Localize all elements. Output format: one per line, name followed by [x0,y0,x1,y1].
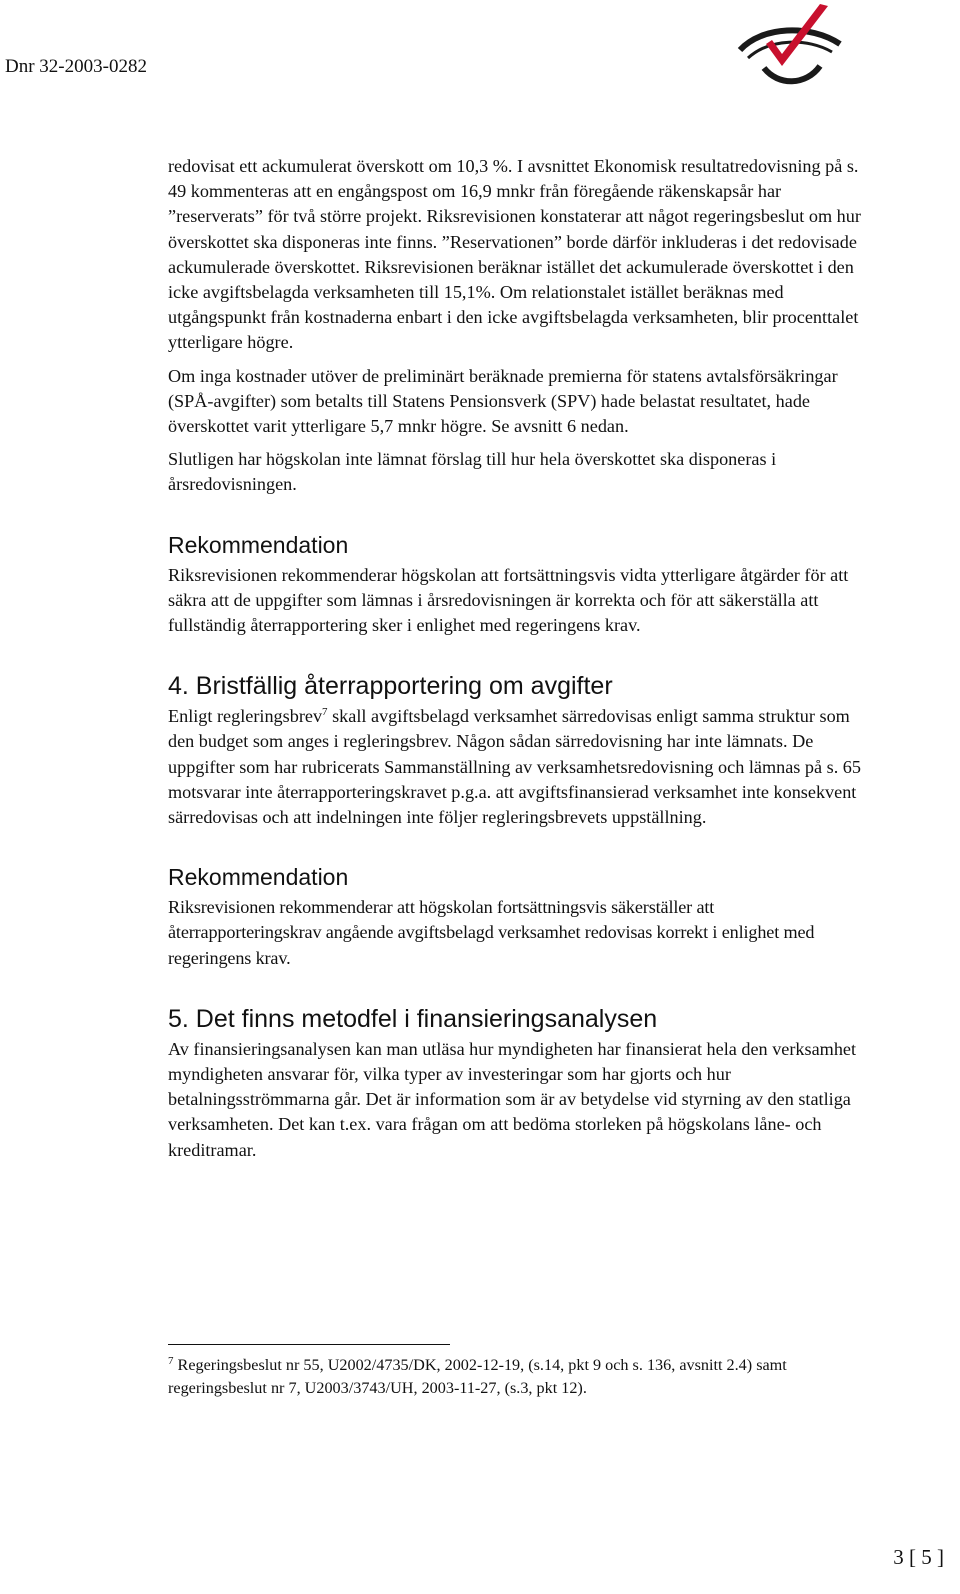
page-number: 3 [ 5 ] [893,1545,944,1569]
text-run: Enligt regleringsbrev [168,706,323,727]
paragraph: Slutligen har högskolan inte lämnat förslag till hur hela överskottet ska disponeras i årsredovisningen. [168,449,777,495]
section-heading: Rekommendation [168,864,349,891]
section-heading: 5. Det finns metodfel i finansieringsanalysen [168,1004,658,1033]
footnote-separator [168,1344,450,1345]
paragraph: Riksrevisionen rekommenderar att högskolan fortsättningsvis säkerställer att återrapporteringskrav angående avgiftsbelagd verksamhet redovisas korrekt i enlighet med regeringens krav. [168,897,815,968]
section-heading: Rekommendation [168,531,349,558]
document-body [168,154,868,1163]
checkmark-eye-logo-icon [736,0,846,92]
paragraph: redovisat ett ackumulerat överskott om 10,3 %. I avsnittet Ekonomisk resultatredovisning på s. 49 kommenteras att en engångspost om 16,9 mnkr från föregående räkenskapsår har ”reserverats” för två större projekt. Riksrevisionen konstaterar att något regeringsbeslut om hur överskottet ska disponeras inte finns. ”Reservationen” borde därför inkluderas i det redovisade ackumulerade överskottet. Riksrevisionen beräknar istället det ackumulerade överskottet i den icke avgiftsbelagda verksamheten till 15,1%. Om relationstalet istället beräknas med utgångspunkt från kostnaderna enbart i den icke avgiftsbelagda verksamheten, blir procenttalet ytterligare högre. [168,156,861,353]
document-number: Dnr 32-2003-0282 [5,56,147,77]
section-heading: 4. Bristfällig återrapportering om avgifter [168,672,613,701]
text-run: skall avgiftsbelagd verksamhet särredovisas enligt samma struktur som den budget som anges i regleringsbrev. Någon sådan särredovisning har inte lämnats. De uppgifter som har rubricerats Sammanställning av verksamhetsredovisning och lämnas på s. 65 motsvarar inte återrapporteringskravet p.g.a. att avgiftsfinansierad verksamhet inte konsekvent särredovisas och att indelningen inte följer regleringsbrevets uppställning. [168,706,861,828]
footnote [168,1354,868,1400]
paragraph: Av finansieringsanalysen kan man utläsa hur myndigheten har finansierat hela den verksamhet myndigheten ansvarar för, vilka typer av investeringar som har gjorts och hur betalningsströmmarna går. Det är information som är av betydelse vid styrning av den statliga verksamheten. Det kan t.ex. vara frågan om att bedöma storleken på högskolans låne- och kreditramar. [168,1038,857,1160]
paragraph [168,704,868,830]
footnote-text: Regeringsbeslut nr 55, U2002/4735/DK, 2002-12-19, (s.14, pkt 9 och s. 136, avsnitt 2.4) samt regeringsbeslut nr 7, U2003/3743/UH, 2003-11-27, (s.3, pkt 12). [168,1356,787,1397]
footnote-reference[interactable]: 7 [322,706,328,719]
paragraph: Om inga kostnader utöver de preliminärt beräknade premierna för statens avtalsförsäkringar (SPÅ-avgifter) som betalts till Statens Pensionsverk (SPV) hade belastat resultatet, hade överskottet varit ytterligare 5,7 mnkr högre. Se avsnitt 6 nedan. [168,365,838,437]
footnote-number: 7 [168,1355,174,1367]
paragraph: Riksrevisionen rekommenderar högskolan att fortsättningsvis vidta ytterligare åtgärder för att säkra att de uppgifter som lämnas i årsredovisningen är korrekta och för att säkerställa att fullständig återrapportering sker i enlighet med regeringens krav. [168,564,849,636]
